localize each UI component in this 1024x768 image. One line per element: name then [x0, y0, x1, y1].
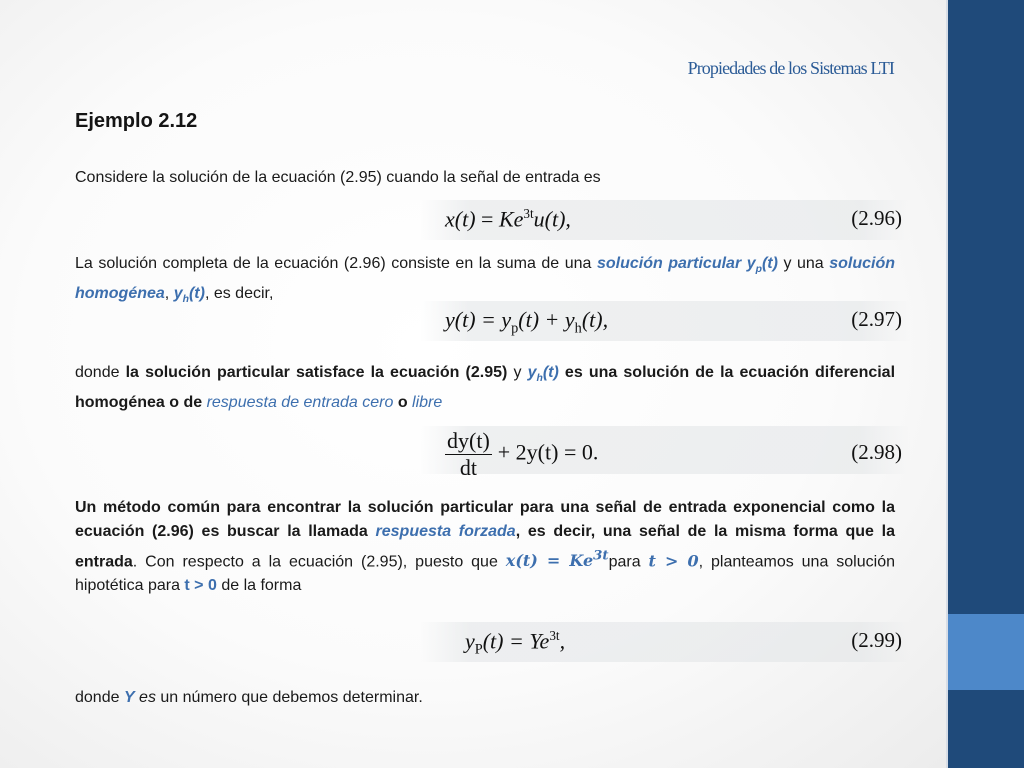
eq96-part-c: Ke [498, 206, 524, 232]
eq97-sub-p: p [511, 320, 519, 337]
p4-text-f: , planteamos una solución hipotética para [75, 553, 895, 595]
p4-math-input [505, 548, 609, 571]
p3-text-g: o [393, 394, 413, 412]
p5-text-d: un número que debemos determinar. [155, 689, 423, 706]
eq96-part-b: = [475, 206, 499, 232]
p4-bold-intro: Un método común para encontrar la solución particular para una señal de entrada exponencial como la ecuación (2.96) es buscar la llamada [75, 499, 895, 540]
p2-particular-end: (t) [761, 255, 778, 272]
p2-homogeneous-solution: solución homogénea [75, 255, 896, 303]
equation-2-96-expression [445, 206, 571, 232]
p3-text-a: donde [75, 364, 126, 381]
equation-2-99-expression [465, 628, 565, 659]
p2-text-e: , [164, 285, 174, 303]
p4-text-e: para [608, 553, 649, 571]
eq97-part-c: (t), [581, 307, 609, 332]
eq99-part-c: , [559, 628, 566, 654]
equation-2-98 [420, 426, 910, 480]
slide-header-title: Propiedades de los Sistemas LTI [687, 58, 894, 78]
eq99-sub-p: P [474, 641, 483, 658]
p5-text-es: es [134, 689, 156, 706]
eq97-part-b: (t) + y [518, 307, 575, 332]
p2-yh-end: (t) [188, 285, 205, 303]
p4-text-d: . Con respecto a la ecuación (2.95), puesto que [132, 553, 506, 571]
p4-condition: t > 0 [184, 577, 217, 595]
eq98-numerator: dy(t) [447, 428, 490, 453]
equation-2-97-number: (2.97) [851, 307, 902, 331]
p2-particular-solution [596, 255, 778, 276]
p3-yh-end: (t) [542, 364, 559, 381]
equation-2-98-number: (2.98) [851, 440, 902, 464]
eq98-rest: + 2y(t) = 0. [497, 439, 599, 465]
p4-forced-response: respuesta forzada [375, 523, 516, 540]
p5-variable-Y: Y [123, 689, 135, 706]
eq98-fraction [445, 428, 492, 481]
equation-2-99 [420, 622, 910, 662]
paragraph-particular [75, 361, 895, 415]
p3-bold-statement: la solución particular satisface la ecuación (2.95) [125, 364, 508, 381]
p3-zero-input-response: respuesta de entrada cero [206, 394, 394, 412]
eq97-sub-h: h [574, 320, 582, 337]
eq98-denominator: dt [459, 455, 477, 480]
p4-math-condition: t > 0 [648, 551, 699, 571]
p3-yh-label: y [527, 364, 537, 381]
sidebar-accent-block [948, 614, 1024, 690]
example-heading: Ejemplo 2.12 [75, 110, 198, 132]
paragraph-method [75, 496, 895, 598]
p3-text-e: es una solución de la ecuación diferencial homogénea o de [75, 364, 896, 412]
eq96-part-a: x(t) [445, 206, 476, 232]
eq99-part-a: y [465, 628, 475, 654]
p2-yh [173, 285, 205, 306]
p4-math-input-exponent: 3t [593, 548, 609, 564]
p5-text-a: donde [75, 689, 124, 706]
p2-text-c: y una [777, 255, 830, 272]
p2-yh-label: y [173, 285, 183, 303]
paragraph-intro [75, 166, 895, 190]
p4-math-input-text: x(t) = Ke [505, 551, 594, 571]
p2-particular-sub: p [755, 264, 762, 276]
eq96-part-d: u(t), [533, 206, 571, 232]
equation-2-97-expression [445, 307, 608, 337]
p2-particular-label: solución particular y [596, 255, 756, 272]
eq99-exponent: 3t [549, 628, 560, 643]
paragraph-conclusion [75, 686, 895, 710]
p3-libre: libre [412, 394, 443, 412]
p3-yh [527, 364, 559, 385]
p3-yh-sub: h [536, 373, 543, 385]
paragraph-intro-text: Considere la solución de la ecuación (2.95) cuando la señal de entrada es [75, 169, 601, 186]
p4-bold-continuation: , es decir, una señal de la misma forma que la entrada [75, 523, 895, 571]
p3-text-c: y [507, 364, 528, 381]
p2-text-a: La solución completa de la ecuación (2.96) consiste en la suma de una [75, 255, 597, 272]
equation-2-97 [420, 301, 910, 341]
eq96-exponent: 3t [523, 206, 534, 221]
equation-2-98-expression [445, 428, 598, 481]
equation-2-96-number: (2.96) [851, 206, 902, 230]
p2-yh-sub: h [182, 294, 189, 306]
p2-text-g: , es decir, [204, 285, 274, 303]
equation-2-99-number: (2.99) [851, 628, 902, 652]
eq97-part-a: y(t) = y [445, 307, 512, 332]
eq99-part-b: (t) = Ye [482, 628, 550, 654]
equation-2-96 [420, 200, 910, 240]
p4-text-h: de la forma [216, 577, 302, 595]
